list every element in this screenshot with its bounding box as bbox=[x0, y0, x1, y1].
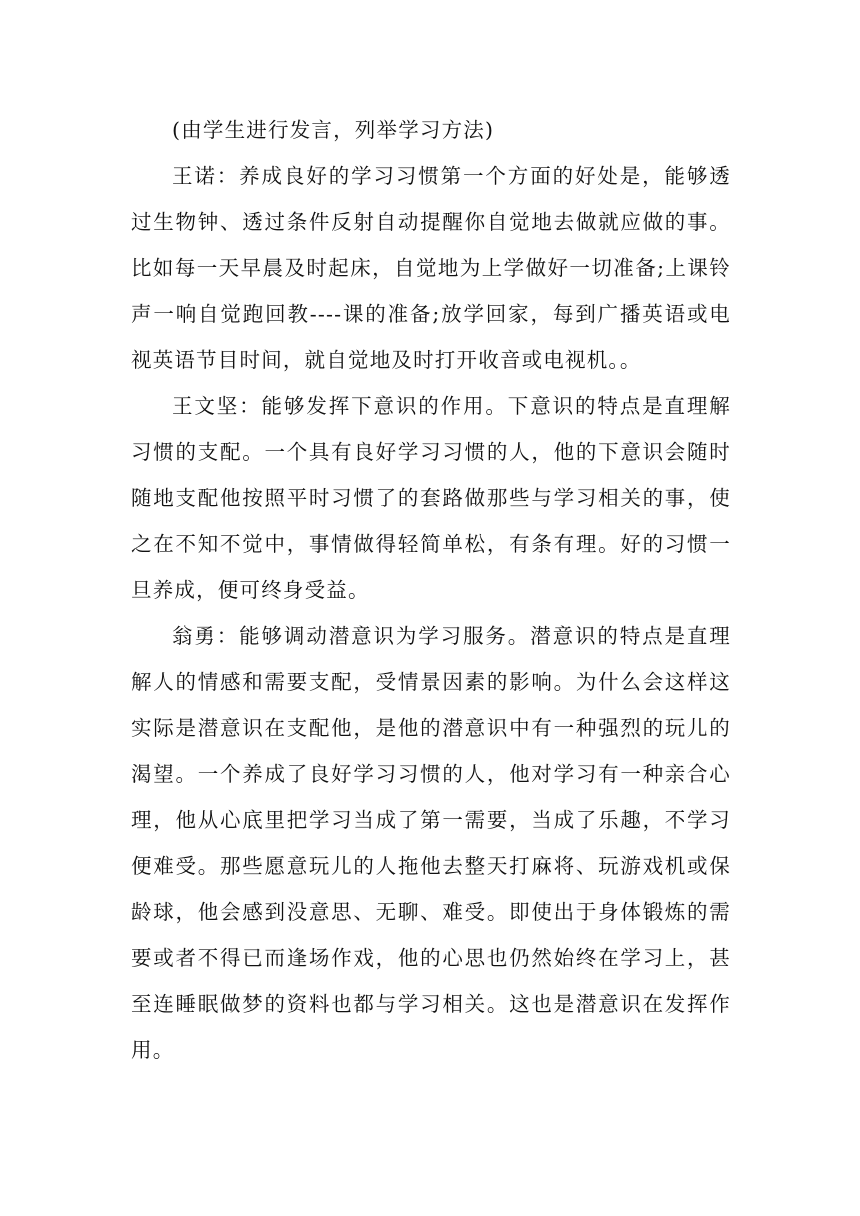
paragraph-intro: (由学生进行发言，列举学习方法) bbox=[172, 118, 495, 142]
paragraph-weng-yong: 翁勇：能够调动潜意识为学习服务。潜意识的特点是直理解人的情感和需要支配，受情景因素的影响。为什么会这样这实际是潜意识在支配他，是他的潜意识中有一种强烈的玩儿的渴望。一个养成了良好学习习惯的人，他对学习有一种亲合心理，他从心底里把学习当成了第一需要，当成了乐趣，不学习便难受。那些愿意玩儿的人拖他去整天打麻将、玩游戏机或保龄球，他会感到没意思、无聊、难受。即使出于身体锻炼的需要或者不得已而逢场作戏，他的心思也仍然始终在学习上，甚至连睡眠做梦的资料也都与学习相关。这也是潜意识在发挥作用。 bbox=[131, 624, 731, 1062]
paragraph-wang-wenjian: 王文坚：能够发挥下意识的作用。下意识的特点是直理解习惯的支配。一个具有良好学习习惯的人，他的下意识会随时随地支配他按照平时习惯了的套路做那些与学习相关的事，使之在不知不觉中，事情做得轻简单松，有条有理。好的习惯一旦养成，便可终身受益。 bbox=[131, 394, 731, 602]
paragraph-wang-nuo: 王诺：养成良好的学习习惯第一个方面的好处是，能够透过生物钟、透过条件反射自动提醒你自觉地去做就应做的事。比如每一天早晨及时起床，自觉地为上学做好一切准备;上课铃声一响自觉跑回教----课的准备;放学回家，每到广播英语或电视英语节目时间，就自觉地及时打开收音或电视机。。 bbox=[131, 164, 731, 372]
document-body bbox=[131, 107, 731, 1073]
